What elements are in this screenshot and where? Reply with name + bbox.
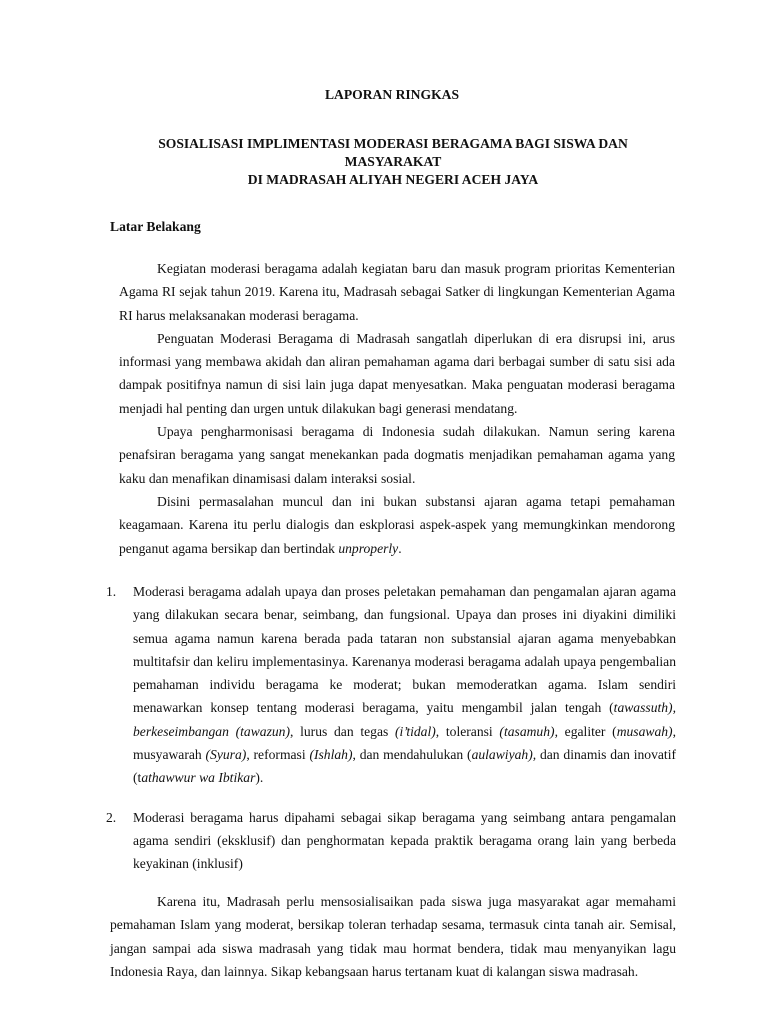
list-item-2: [106, 806, 676, 876]
paragraph-4-italic: unproperly: [338, 540, 399, 556]
paragraph-4-end: .: [398, 540, 402, 556]
term-itidal: (i’tidal): [395, 723, 436, 739]
list-number-1: 1.: [106, 584, 117, 599]
section-heading: Latar Belakang: [110, 219, 201, 234]
paragraph-1: Kegiatan moderasi beragama adalah kegiatan baru dan masuk program prioritas Kementerian Agama RI sejak tahun 2019. Karena itu, Madrasah sebagai Satker di lingkungan Kementerian Agama RI harus melaksanakan moderasi beragama.: [119, 261, 675, 323]
term-ishlah: (Ishlah): [309, 747, 353, 763]
term-tasamuh: (tasamuh): [499, 723, 555, 739]
term-musawah: musawah): [616, 723, 673, 739]
subtitle-line-1: SOSIALISASI IMPLIMENTASI MODERASI BERAGAMA BAGI SISWA DAN: [158, 136, 628, 151]
paragraph-3: Upaya pengharmonisasi beragama di Indonesia sudah dilakukan. Namun sering karena penafsiran beragama yang sangat menekankan pada dogmatis menjadikan pemahaman agama yang kaku dan menafikan dinamisasi dalam interaksi sosial.: [119, 424, 675, 486]
list-item-1-text-i: ).: [255, 770, 264, 786]
term-berkeseimbangan: berkeseimbangan (tawazun): [133, 723, 290, 739]
term-syura: (Syura): [205, 747, 247, 763]
list-item-1: [106, 580, 676, 790]
closing-section: [110, 890, 676, 983]
document-title: LAPORAN RINGKAS: [324, 87, 460, 102]
list-number-2: 2.: [106, 809, 117, 825]
background-section: [119, 257, 675, 560]
subtitle-line-3: DI MADRASAH ALIYAH NEGERI ACEH JAYA: [247, 172, 539, 187]
list-item-1-text-d: , egaliter (: [554, 723, 617, 739]
paragraph-4-text: Disini permasalahan muncul dan ini bukan substansi ajaran agama tetapi pemahaman keagamaan. Karena itu perlu dialogis dan eskplorasi aspek-aspek yang memungkinkan mendorong penganut agama bersikap dan bertindak: [119, 493, 675, 556]
paragraph-4: [119, 490, 675, 560]
term-tathawwur: athawwur wa Ibtikar: [141, 770, 256, 786]
list-item-1-text-b: , lurus dan tegas: [289, 723, 395, 739]
term-aulawiyah: aulawiyah),: [471, 747, 537, 763]
subtitle-line-2: MASYARAKAT: [344, 154, 442, 169]
paragraph-2: Penguatan Moderasi Beragama di Madrasah sangatlah diperlukan di era disrupsi ini, arus informasi yang membawa akidah dan aliran pemahaman agama dari berbagai sumber di satu sisi ada dampak positifnya namun di sisi lain juga dapat menyesatkan. Maka penguatan moderasi beragama menjadi hal penting dan urgen untuk dilakukan bagi generasi mendatang.: [119, 330, 675, 416]
document-subtitle: [110, 135, 676, 189]
numbered-list: [106, 580, 676, 876]
list-item-2-text: Moderasi beragama harus dipahami sebagai sikap beragama yang seimbang antara pengamalan agama sendiri (eksklusif) dan penghormatan kepada praktik beragama orang lain yang berbeda keyakinan (inklusif): [133, 809, 676, 872]
list-item-1-text-g: , dan mendahulukan (: [352, 747, 472, 763]
list-item-1-text-f: , reformasi: [246, 747, 310, 763]
list-item-1-text-e: , musyawarah: [133, 723, 676, 763]
term-tawassuth: tawassuth),: [613, 700, 676, 716]
list-item-1-text-c: , toleransi: [435, 723, 500, 739]
list-item-1-text-h: dan dinamis dan inovatif (t: [133, 747, 677, 786]
closing-paragraph: Karena itu, Madrasah perlu mensosialisaikan pada siswa juga masyarakat agar memahami pemahaman Islam yang moderat, bersikap toleran terhadap sesama, termasuk cinta tanah air. Semisal, jangan sampai ada siswa madrasah yang tidak mau hormat bendera, tidak mau menyanyikan lagu Indonesia Raya, dan lainnya. Sikap kebangsaan harus tertanam kuat di kalangan siswa madrasah.: [110, 894, 676, 979]
list-item-1-text-a: Moderasi beragama adalah upaya dan proses peletakan pemahaman dan pengamalan ajaran agama yang dilakukan secara benar, seimbang, dan fungsional. Upaya dan proses ini diyakini dimiliki semua agama namun karena berada pada tataran non substansial ajaran agama menyebabkan multitafsir dan keliru implementasinya. Karenanya moderasi beragama adalah upaya pengembalian pemahaman individu beragama ke moderat; bukan memoderatkan agama. Islam sendiri menawarkan konsep tentang moderasi beragama, yaitu mengambil jalan tengah (: [133, 584, 676, 716]
